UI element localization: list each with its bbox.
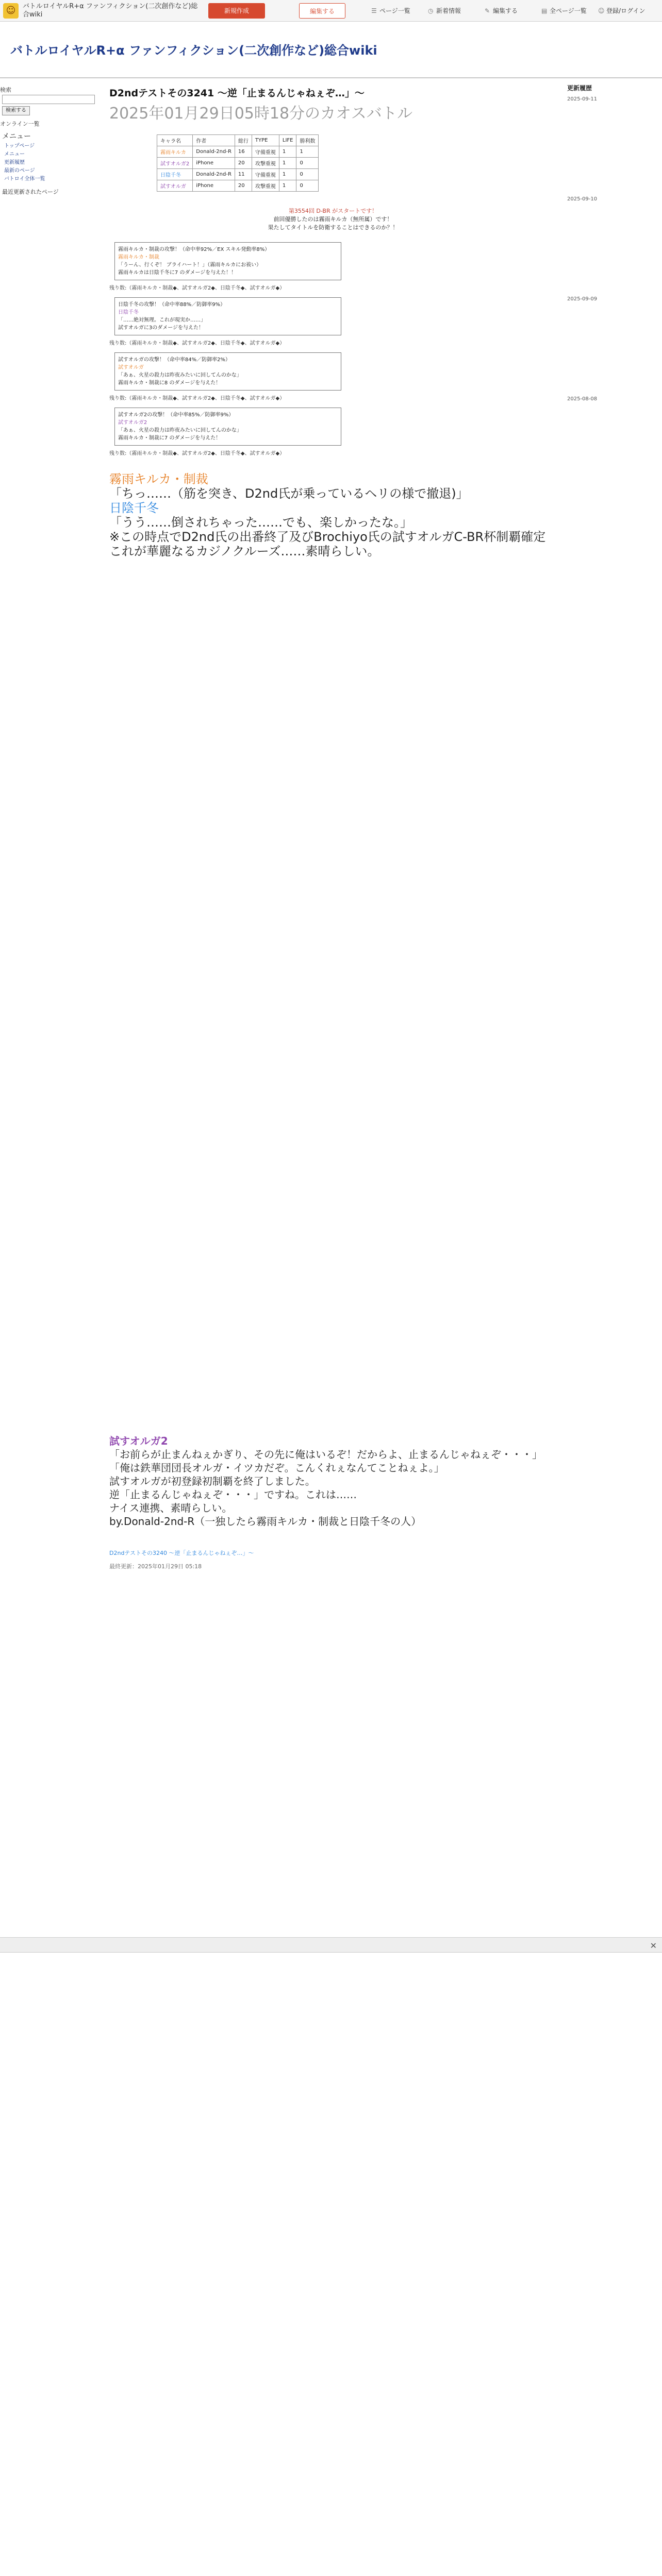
- battle-log-line: 「……絶対無理。これが現実か……」: [118, 317, 206, 323]
- summary-line: 「うう……倒されちゃった……でも、楽しかったな。」: [109, 515, 412, 530]
- battle-log-line: 日陰千冬: [118, 310, 139, 315]
- battle-log: [109, 242, 557, 456]
- battle-log-line: 霧雨キルカ・制裁に8 のダメージを与えた！: [118, 380, 221, 386]
- final-section: 試すオルガ2 「お前らが止まんねぇかぎり、その先に俺はいるぞ！だからよ、止まるんじゃねぇぞ・・・」 「俺は鉄華団団長オルガ・イツカだぞ。こんくれぇなんてことねぇよ。」 試すオルガが初登録初制覇を終了しました。 逆「止まるんじゃねぇぞ・・・」ですね。これは…… ナイス連携、素晴らしい。 by.Donald-2nd-R（一独したら霧雨キルカ・制裁と日陰千冬の人）: [109, 1435, 542, 1528]
- turn-status: 残り数:（霧雨キルカ・制裁◆、試すオルガ2◆、日陰千冬◆、試すオルガ◆）: [109, 396, 285, 401]
- turn-status: 残り数:（霧雨キルカ・制裁◆、試すオルガ2◆、日陰千冬◆、試すオルガ◆）: [109, 341, 285, 346]
- menu-item[interactable]: 更新履歴: [4, 160, 25, 165]
- summary-line: 霧雨キルカ・制裁: [109, 472, 208, 486]
- summary-line: ※この時点でD2nd氏の出番終了及びBrochiyo氏の試すオルガC-BR杯制覇確定: [109, 530, 546, 544]
- battle-log-line: 試すオルガの攻撃！（命中率84%／防御率2%）: [118, 357, 230, 363]
- turn-status: 残り数:（霧雨キルカ・制裁◆、試すオルガ2◆、日陰千冬◆、試すオルガ◆）: [109, 285, 285, 291]
- wiki-title[interactable]: バトルロイヤルR+α ファンフィクション(二次創作など)総合wiki: [10, 43, 377, 58]
- clock-icon: ◷: [428, 7, 434, 14]
- page-footer: [109, 1549, 557, 1570]
- menu-item[interactable]: メニュー: [4, 151, 25, 157]
- ad-strip: [0, 1937, 662, 1953]
- article-title: D2ndテストその3241 ～逆「止まるんじゃねぇぞ…」～: [109, 88, 365, 99]
- battle-log-entry: [114, 408, 341, 446]
- table-row: 試すオルガ2 iPhone 20 攻撃重視 1 0: [157, 158, 319, 169]
- search-button[interactable]: 検索する: [2, 106, 30, 115]
- search-label: 検索: [0, 87, 11, 93]
- title-divider: [0, 77, 662, 78]
- site-name[interactable]: バトルロイヤルR+α ファンフィクション(二次創作など)総合wiki: [23, 3, 198, 19]
- top-bar: [0, 0, 662, 22]
- main-content: [109, 82, 557, 2576]
- table-row: 試すオルガ iPhone 20 攻撃重視 1 0: [157, 180, 319, 192]
- search-input[interactable]: [2, 95, 95, 104]
- participant-table: [157, 134, 319, 192]
- edit-button[interactable]: 編集する: [299, 3, 345, 19]
- battle-log-entry: [114, 352, 341, 391]
- history-date: 2025-09-10: [567, 196, 598, 202]
- history-title: 更新履歴: [567, 84, 592, 92]
- table-header-row: キャラ名 作者 総行 TYPE LIFE 勝利数: [157, 135, 319, 146]
- right-sidebar: [567, 82, 662, 403]
- toplink-pages[interactable]: ☰ ページ一覧: [371, 7, 410, 14]
- battle-log-line: 「うーん、行くぞ！ ブライハート！」（霧雨キルカにお祓い）: [118, 262, 262, 268]
- online-list-link[interactable]: オンライン一覧: [0, 121, 40, 127]
- battle-log-line: 霧雨キルカ・制裁: [118, 255, 159, 260]
- battle-log-line: 霧雨キルカは日陰千冬に7 のダメージを与えた！！: [118, 270, 237, 276]
- battle-log-line: 試すオルガ: [118, 365, 144, 370]
- summary-line: 日陰千冬: [109, 501, 159, 515]
- toplink-new[interactable]: ◷ 新着情報: [428, 7, 461, 14]
- recent-pages-title: 最近更新されたページ: [2, 189, 59, 195]
- menu-item[interactable]: バトロイ全体一覧: [4, 176, 45, 182]
- battle-log-line: 試すオルガに3のダメージを与えた！: [118, 325, 204, 331]
- toplink-edit[interactable]: ✎ 編集する: [485, 7, 518, 14]
- pencil-icon: ✎: [485, 7, 490, 14]
- history-date: 2025-09-09: [567, 296, 598, 302]
- summary-line: 「ちっ……（筋を突き、D2nd氏が乗っているヘリの様で撤退)」: [109, 486, 469, 501]
- menu-title: メニュー: [2, 132, 31, 141]
- last-updated: 最終更新：2025年01月29日 05:18: [109, 1563, 202, 1570]
- toplink-login[interactable]: ☺ 登録/ログイン: [598, 7, 646, 14]
- battle-log-line: 試すオルガ2: [118, 420, 147, 426]
- new-page-button[interactable]: 新規作成: [208, 3, 265, 19]
- user-icon: ☺: [598, 7, 605, 14]
- battle-log-line: 「あぁ、火星の殺力は昨夜みたいに回してんのかな」: [118, 372, 242, 378]
- table-row: 霧雨キルカ Donald-2nd-R 16 守備重視 1 1: [157, 146, 319, 158]
- battle-log-line: 日陰千冬の攻撃！（命中率88%／防御率9%）: [118, 302, 226, 308]
- battle-log-line: 霧雨キルカ・制裁の攻撃！（命中率92%／EX スキル発動率8%）: [118, 247, 270, 252]
- menu-list: [0, 142, 103, 183]
- site-logo-icon[interactable]: ☺: [3, 3, 19, 19]
- left-sidebar: [0, 82, 103, 198]
- prev-page-link[interactable]: D2ndテストその3240 ～逆「止まるんじゃねぇぞ…」～: [109, 1550, 254, 1556]
- toplink-all[interactable]: ▤ 全ページ一覧: [541, 7, 587, 14]
- battle-log-line: 「あぁ、火星の殺力は昨夜みたいに回してんのかな」: [118, 428, 242, 433]
- battle-log-entry: [114, 242, 341, 280]
- summary-line: これが華麗なるカジノクルーズ……素晴らしい。: [109, 544, 380, 558]
- history-date: 2025-08-08: [567, 396, 598, 402]
- history-date: 2025-09-11: [567, 96, 598, 102]
- battle-log-line: 試すオルガ2の攻撃！（命中率85%／防御率9%）: [118, 412, 234, 418]
- battle-log-line: 霧雨キルカ・制裁に7 のダメージを与えた！: [118, 435, 221, 441]
- turn-status: 残り数:（霧雨キルカ・制裁◆、試すオルガ2◆、日陰千冬◆、試すオルガ◆）: [109, 451, 285, 456]
- article-subtitle: 2025年01月29日05時18分のカオスバトル: [109, 105, 413, 123]
- summary-lines: [109, 472, 557, 558]
- close-icon[interactable]: ✕: [650, 1941, 657, 1951]
- battle-log-entry: [114, 297, 341, 335]
- table-row: 日陰千冬 Donald-2nd-R 11 守備重視 1 0: [157, 169, 319, 180]
- document-icon: ▤: [541, 7, 548, 14]
- menu-item[interactable]: トップページ: [4, 143, 35, 149]
- menu-item[interactable]: 最新のページ: [4, 168, 35, 174]
- intro-text: 第3554回 D-BR がスタートです！ 前回優勝したのは霧雨キルカ（無所属）です！ 果たしてタイトルを防衛することはできるのか？！: [268, 208, 399, 231]
- list-icon: ☰: [371, 7, 377, 14]
